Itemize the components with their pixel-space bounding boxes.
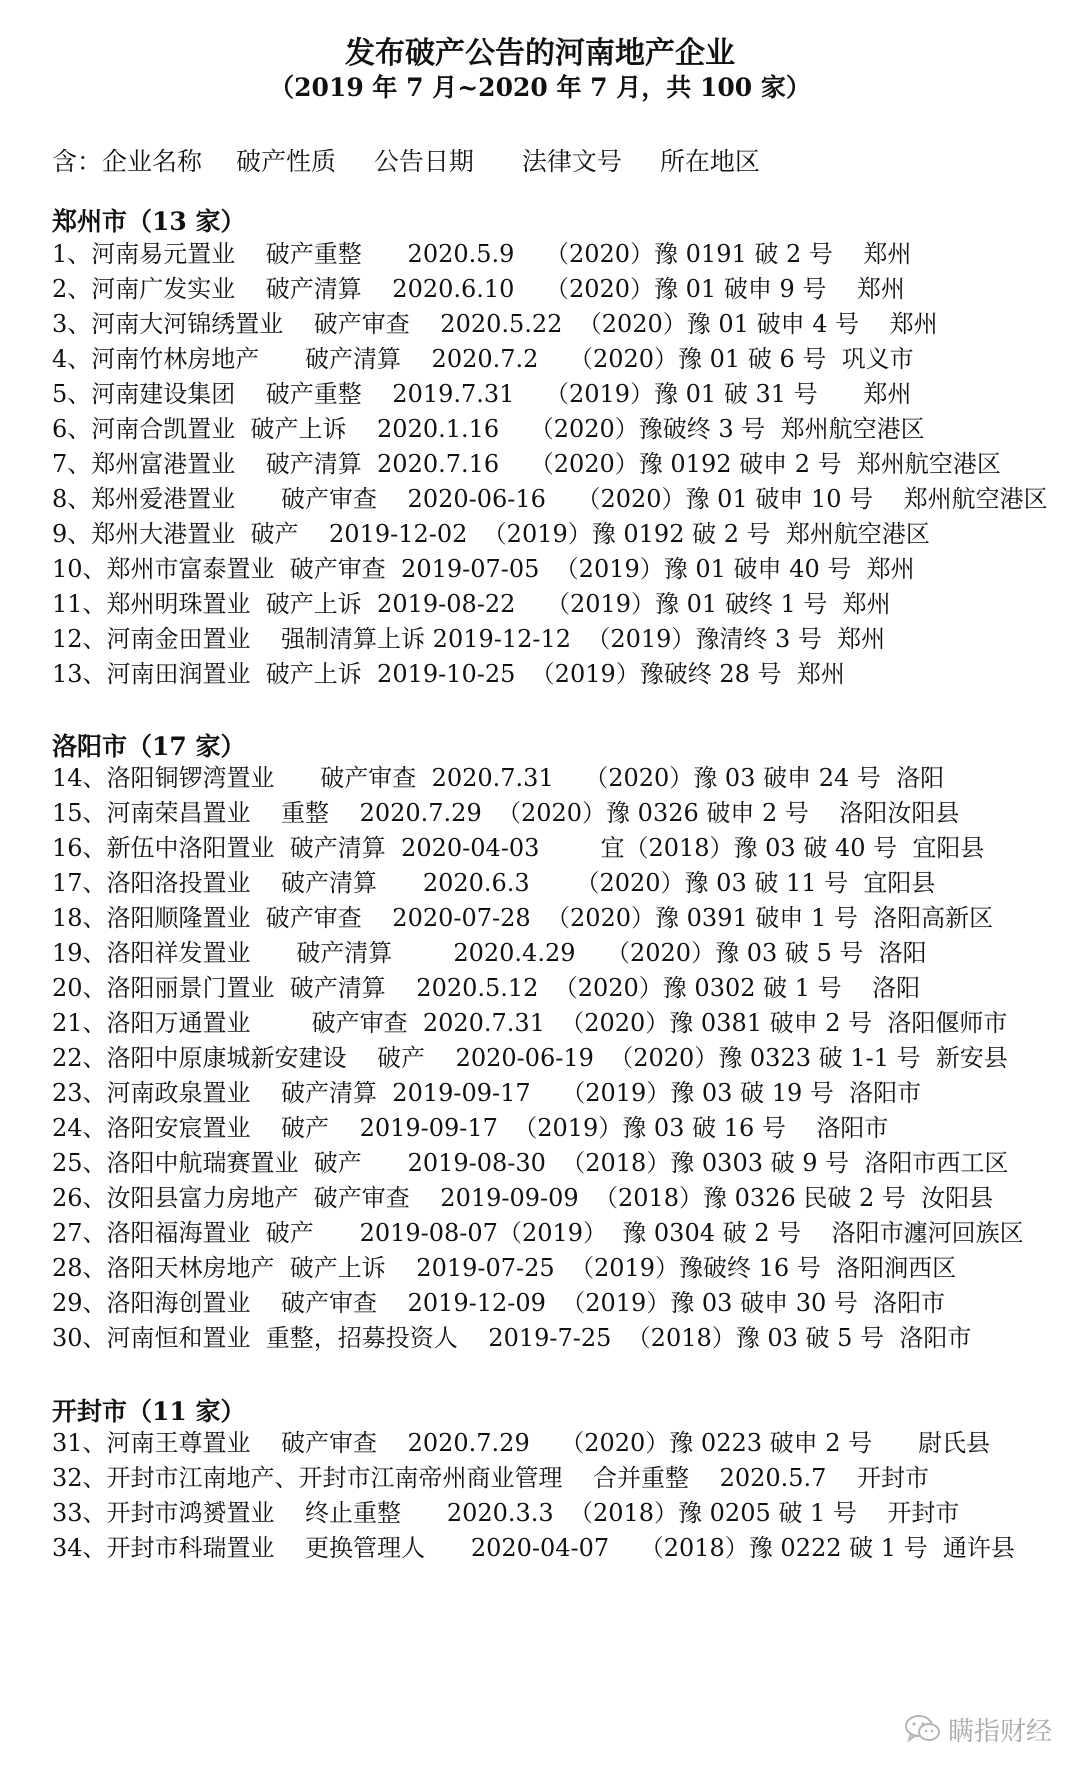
- legend-item: 所在地区: [659, 147, 760, 176]
- list-item: 11、郑州明珠置业 破产上诉 2019-08-22 （2019）豫 01 破终 1 号 郑州: [52, 590, 891, 618]
- legend-item: 法律文号: [521, 147, 622, 176]
- list-item: 4、河南竹林房地产 破产清算 2020.7.2 （2020）豫 01 破 6 号 巩义市: [52, 345, 914, 373]
- column-legend: [52, 142, 760, 178]
- watermark-text: 瞒指财经: [947, 1716, 1052, 1747]
- list-item: 33、开封市鸿赟置业 终止重整 2020.3.3 （2018）豫 0205 破 1 号 开封市: [52, 1499, 960, 1527]
- section-heading-luoyang: 洛阳市（17 家）: [52, 732, 246, 761]
- list-item: 26、汝阳县富力房地产 破产审查 2019-09-09 （2018）豫 0326 民破 2 号 汝阳县: [52, 1184, 994, 1212]
- list-item: 17、洛阳洛投置业 破产清算 2020.6.3 （2020）豫 03 破 11 号 宜阳县: [52, 869, 936, 897]
- list-item: 13、河南田润置业 破产上诉 2019-10-25 （2019）豫破终 28 号 郑州: [52, 660, 845, 688]
- list-item: 32、开封市江南地产、开封市江南帝州商业管理 合并重整 2020.5.7 开封市: [52, 1464, 929, 1492]
- list-item: 2、河南广发实业 破产清算 2020.6.10 （2020）豫 01 破申 9 号 郑州: [52, 275, 905, 303]
- list-item: 25、洛阳中航瑞赛置业 破产 2019-08-30 （2018）豫 0303 破 9 号 洛阳市西工区: [52, 1149, 1009, 1177]
- list-item: 31、河南王尊置业 破产审查 2020.7.29 （2020）豫 0223 破申 2 号 尉氏县: [52, 1429, 990, 1457]
- list-item: 29、洛阳海创置业 破产审查 2019-12-09 （2019）豫 03 破申 30 号 洛阳市: [52, 1289, 946, 1317]
- section-heading-zhengzhou: 郑州市（13 家）: [52, 207, 246, 236]
- list-item: 22、洛阳中原康城新安建设 破产 2020-06-19 （2020）豫 0323 破 1-1 号 新安县: [52, 1044, 1008, 1072]
- list-item: 24、洛阳安宸置业 破产 2019-09-17 （2019）豫 03 破 16 号 洛阳市: [52, 1114, 889, 1142]
- list-item: 1、河南易元置业 破产重整 2020.5.9 （2020）豫 0191 破 2 号 郑州: [52, 240, 912, 268]
- wechat-icon: [904, 1713, 942, 1745]
- list-item: 6、河南合凯置业 破产上诉 2020.1.16 （2020）豫破终 3 号 郑州航空港区: [52, 415, 925, 443]
- list-item: 30、河南恒和置业 重整，招募投资人 2019-7-25 （2018）豫 03 破 5 号 洛阳市: [52, 1324, 972, 1352]
- list-item: 28、洛阳天林房地产 破产上诉 2019-07-25 （2019）豫破终 16 号 洛阳涧西区: [52, 1254, 957, 1282]
- list-item: 12、河南金田置业 强制清算上诉 2019-12-12 （2019）豫清终 3 号 郑州: [52, 625, 886, 653]
- legend-item: 破产性质: [235, 147, 336, 176]
- list-item: 19、洛阳祥发置业 破产清算 2020.4.29 （2020）豫 03 破 5 号 洛阳: [52, 939, 927, 967]
- list-item: 5、河南建设集团 破产重整 2019.7.31 （2019）豫 01 破 31 号 郑州: [52, 380, 912, 408]
- watermark: [904, 1709, 1052, 1749]
- list-item: 18、洛阳顺隆置业 破产审查 2020-07-28 （2020）豫 0391 破申 1 号 洛阳高新区: [52, 904, 994, 932]
- legend-item: 公告日期: [373, 147, 474, 176]
- list-item: 9、郑州大港置业 破产 2019-12-02 （2019）豫 0192 破 2 号 郑州航空港区: [52, 520, 930, 548]
- list-item: 7、郑州富港置业 破产清算 2020.7.16 （2020）豫 0192 破申 2 号 郑州航空港区: [52, 450, 1001, 478]
- list-item: 21、洛阳万通置业 破产审查 2020.7.31 （2020）豫 0381 破申 2 号 洛阳偃师市: [52, 1009, 1008, 1037]
- document-title: 发布破产公告的河南地产企业: [345, 36, 735, 71]
- list-item: 27、洛阳福海置业 破产 2019-08-07（2019） 豫 0304 破 2 号 洛阳市瀍河回族区: [52, 1219, 1024, 1247]
- document-subtitle: （2019 年 7 月~2020 年 7 月，共 100 家）: [269, 73, 811, 102]
- legend-item: 含：企业名称: [52, 147, 203, 176]
- list-item: 23、河南政泉置业 破产清算 2019-09-17 （2019）豫 03 破 19 号 洛阳市: [52, 1079, 922, 1107]
- list-item: 16、新伍中洛阳置业 破产清算 2020-04-03 宜（2018）豫 03 破 40 号 宜阳县: [52, 834, 985, 862]
- list-item: 8、郑州爱港置业 破产审查 2020-06-16 （2020）豫 01 破申 10 号 郑州航空港区: [52, 485, 1048, 513]
- list-item: 15、河南荣昌置业 重整 2020.7.29 （2020）豫 0326 破申 2 号 洛阳汝阳县: [52, 799, 960, 827]
- list-item: 20、洛阳丽景门置业 破产清算 2020.5.12 （2020）豫 0302 破 1 号 洛阳: [52, 974, 921, 1002]
- list-item: 14、洛阳铜锣湾置业 破产审查 2020.7.31 （2020）豫 03 破申 24 号 洛阳: [52, 764, 945, 792]
- list-item: 34、开封市科瑞置业 更换管理人 2020-04-07 （2018）豫 0222 破 1 号 通许县: [52, 1534, 1015, 1562]
- section-heading-kaifeng: 开封市（11 家）: [52, 1397, 246, 1426]
- list-item: 3、河南大河锦绣置业 破产审查 2020.5.22 （2020）豫 01 破申 4 号 郑州: [52, 310, 938, 338]
- list-item: 10、郑州市富泰置业 破产审查 2019-07-05 （2019）豫 01 破申 40 号 郑州: [52, 555, 915, 583]
